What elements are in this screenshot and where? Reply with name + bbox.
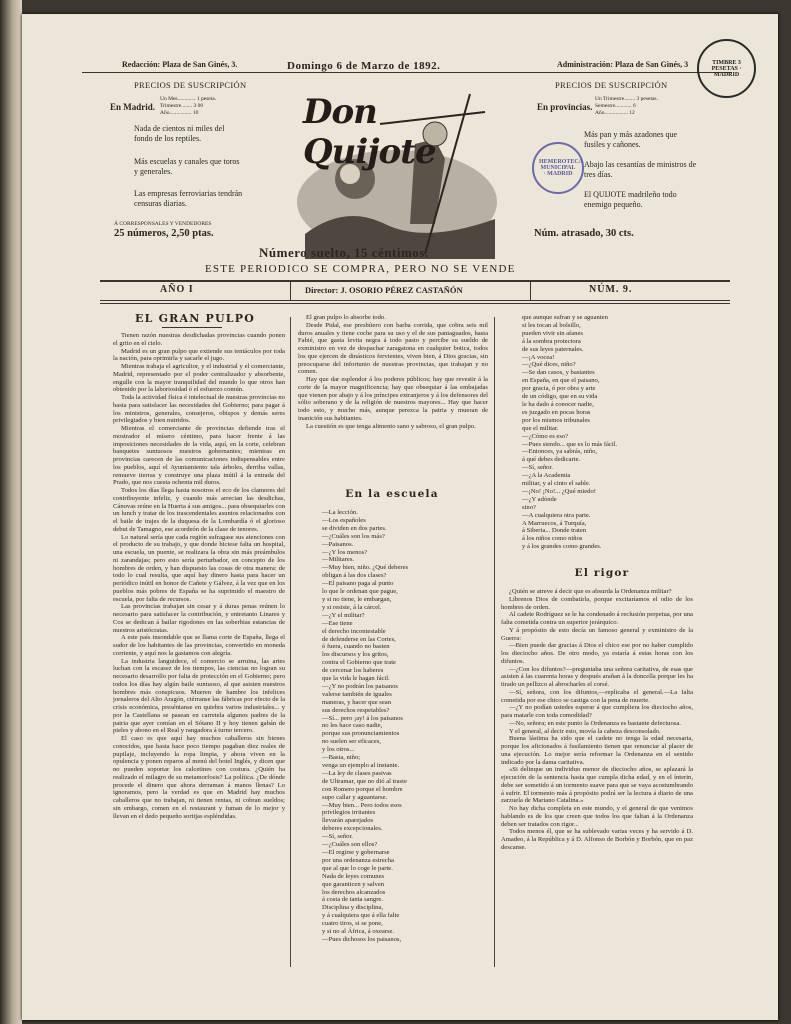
paragraph: ¿Quién se atreve á decir que es absurda la Ordenanza militar? [509, 588, 672, 595]
paragraph: —¿Y no podían ustedes esperar á que cumpliera los dieciocho años, para matarle con toda comodidad? [501, 704, 693, 719]
madrid-label: En Madrid. [110, 101, 156, 112]
paragraph: —No, señora; en este punto la Ordenanza es bastante defectuosa. [509, 719, 681, 727]
paragraph: Al cadete Rodríguez se le ha condenado á reclusión perpetua, por una falta cometida contra un superior jerárquico. [501, 611, 693, 626]
paragraph: A este país insondable que se llama corte de España, llega el sudor de los habitantes de las provincias, convertido en moneda corriente, y aquí nos la gastamos con alegría. [113, 634, 285, 657]
agents-label: Á CORRESPONSALES Y VENDEDORES [114, 221, 212, 227]
newspaper-page [22, 14, 778, 1020]
madrid-price-line: Trimestre........ 3 00 [160, 103, 204, 109]
motto: ESTE PERIODICO SE COMPRA, PERO NO SE VENDE [205, 263, 516, 275]
redaccion-address: Redacción: Plaza de San Ginés, 3. [122, 60, 238, 69]
paragraph: Todos menos él, que se ha sublevado varias veces y ha servido á D. Amadeo, á la República y á D. Alfonso de Borbón y Borbón, que en paz descanse. [501, 828, 693, 851]
column-rule [290, 317, 291, 967]
paragraph: Desde Pidal, ese presbítero con barba corrida, que cobra seis mil duros anuales y tiene coche para su uso y el de sus paniaguados, hasta Fabié, que gasta levita negra á todo pasto y percibe su sueldo de exministro en vez de despachar zaragatona en cualquier botica, todos los que ejercen de dinásticos fervientes, viven bien, á Dios gracias, sin preocuparse del infortunio de nuestras provincias, que trabajan y no comen. [298, 321, 488, 376]
poem-escuela-continued: que aunque sufran y se aguanten si les tocan al bolsillo, pueden vivir sin afanes á la sombra protectora de sus leyes paternales. —¡A vocea! —¿Qué dices, niño? —Se dan casos, y bastantes en España, en que el paisano, por gracia, ó por obra y arte de un código, que en su vida le ha dado á conocer nadie, es juzgado en pocas horas por los mismos tribunales que el militar. —¿Cómo es eso? —Pues siendo... que es lo más fácil. —Entonces, ya sabrás, niño, á qué debes dedicarte. —Sí, señor. —¿A la Academia militar, y al cinto el sable. —¡No! ¡No!... ¿Qué miedo! —¿Y adónde sino? —A cualquiera otra parte. A Marruecos, á Turquía, á Siberia... Donde traten á los niños como niños y á los grandes como grandes. [522, 314, 618, 551]
madrid-note-1: Nada de cientos ni miles del fondo de los reptiles. [134, 124, 225, 143]
column-3-rigor [501, 588, 693, 966]
paragraph: Lo natural sería que cada región sufragase sus atenciones con el producto de su trabajo, y que donde hiciese falta un hospital, una escuela, un puente, se realizara la obra sin más preámbulos ni zarandajas; pero esto sería perturbador, en concepto de los hombres de orden, y han dispuesto las cosas de otra manera: de todo lo cual resulta, que aquí hay dinero hasta para hacer un periódico inútil en honor de Cañete y Gálvez, á la vez que en los pueblos más pobres de España se ha suprimido el maestro de escuela, por falta de recursos. [113, 533, 285, 603]
poem-escuela: —La lección. —Los españoles se dividen en dos partes. —¿Cuáles son los más? —Paisanos. —¿Y los menos? —Militares. —Muy bien, niño. ¿Qué deberes obligan á las dos clases? —El paisano paga al punto lo que le ordenan que pague, y si no tiene, le embargan, y si resiste, á la cárcel. —¿Y el militar? —Ese tiene el derecho incontestable de defenderse en las Cortes, ó fuera, cuando no basten los discursos y los gritos, contra el Gobierno que trate de cercenar los haberes que la vida le hagan fácil. —¿Y no podrán los paisanos valerse también de iguales maneras, y hacer que sean sus derechos respetables? —Sí... pero ¡ay! á los paisanos no les hace caso nadie, porque sus pronunciamientos no suelen ser eficaces, y los otros... —Basta, niño; venga un ejemplo al instante. —La ley de clases pasivas de Ultramar, que no dió al traste con Romero porque el hombre supo callar y aguantarse. —Muy bien... Pero todos esos privilegios irritantes llevarán aparejados deberes excepcionales. —Sí, señor. —¿Cuáles son ellos? —El regirse y gobernarse por una ordenanza estrecha que al que lo coge le parte. Nada de leyes comunes que garanticen y salven los derechos alcanzados á costa de tanta sangre. Disciplina y disciplina, y á cualquiera que á ella falte cuatro tiros, si se pone, y si no al África, á oxearse. —Pues dichosos los paisanos, [322, 509, 409, 943]
provinces-note-3: El QUIJOTE madrileño todo enemigo pequeño. [584, 190, 677, 209]
paragraph: El gran pulpo lo absorbe todo. [306, 314, 386, 321]
column-rule [494, 317, 495, 967]
provinces-price-line: Un Trimestre........ 3 pesetas. [595, 96, 658, 102]
column-2-top [298, 314, 488, 479]
single-issue-price: Número suelto, 15 céntimos. [259, 245, 429, 260]
madrid-prices-title: PRECIOS DE SUSCRIPCIÓN [134, 80, 247, 90]
paragraph: —Bien puede dar gracias á Dios el chico ese por no haber cumplido los dieciocho años. De otro modo, ya estaría á estas horas con los difuntos. [501, 642, 693, 665]
provinces-label: En provincias. [537, 101, 593, 112]
issue-year: AÑO I [160, 284, 194, 295]
provinces-prices-block [537, 80, 707, 117]
paragraph: Tienen razón nuestras desdichadas provincias cuando ponen el grito en el cielo. [113, 332, 285, 347]
madrid-note-3: Las empresas ferroviarias tendrán censuras diarias. [134, 189, 243, 208]
book-binding-edge [0, 0, 22, 1024]
paragraph: Hay que dar esplendor á los poderes públicos; hay que revestir á la corte de la mayor magnificencia; hay que obsequiar á las embajadas que vienen por abajo y á los príncipes extranjeros y á los defensores del sólio soberano y de la religión de nuestros mayores... Hay que hacer todo esto, y mucho más, aunque perezca la patria y mueran de inanición sus habitantes. [298, 376, 488, 422]
madrid-price-line: Año................ 10 [160, 110, 199, 116]
issue-bar-top-rule [100, 280, 730, 282]
paragraph: Mientras trabaja el agricultor, y el industrial y el comerciante, Madrid, representado por el poder centralizador y absorbente, engulle con la mayor tranquilidad del mundo lo que otros han obtenido por la laboriosidad ó el esfuerzo común. [113, 363, 285, 394]
issue-date: Domingo 6 de Marzo de 1892. [287, 60, 441, 72]
title-rule [162, 327, 222, 328]
paragraph: La cuestión es que tenga alimento sano y sabroso, el gran pulpo. [306, 422, 476, 430]
masthead-illustration [285, 84, 510, 259]
paragraph: Líbrenos Dios de combatirla, porque excitaríamos el odio de los hombres de orden. [501, 595, 693, 611]
back-issue-price: Núm. atrasado, 30 cts. [534, 228, 634, 239]
madrid-price-line: Un Mes............. 1 peseta. [160, 96, 217, 102]
issue-bar-divider [290, 282, 291, 300]
madrid-note-2: Más escuelas y canales que toros y generales. [134, 157, 240, 176]
director-line: Director: J. OSORIO PÉREZ CASTAÑÓN [305, 285, 463, 295]
provinces-price-line: Semestre............ 6 [595, 103, 636, 109]
paragraph: Toda la actividad física é intelectual de nuestras provincias no basta para satisfacer las necesidades del Gobierno; para pagar á los ministros, generales, consejeros, obispos y demás seres privilegiados y bien nutridos. [113, 394, 285, 425]
provinces-note-2: Abajo las cesantías de ministros de tres días. [584, 160, 697, 179]
paragraph: Mientras el comerciante de provincias defiende tras el mostrador el mísero céntimo, para hacer frente á las imposiciones necesidades de la vida, aquí, en la corte, celebran banquetes suntuosos nuestros gobernantes; mientras en provincias carecen de las comunicaciones indispensables entre los pueblos, aquí el Ayuntamiento tala árboles, derriba vallas, remueve tierras y construye una plaza inútil á la entrada del Prado, que nos cuesta ochenta mil duros. [113, 425, 285, 487]
column-1 [113, 332, 285, 1004]
paragraph: Y á propósito de esto decía un famoso general y exministro de la Guerra: [501, 626, 693, 642]
article-title-gran-pulpo: EL GRAN PULPO [135, 312, 255, 325]
paragraph: «Si delinque un individuo menor de dieciocho años, se aplazará la ejecución de la sentencia hasta que cumpla dicha edad, y en el ínterin, debe ser sometido á un tormento suave para que se vaya acostumbrando á sufrir. El tormento más á propósito podrá ser la lectura á diario de una zarzuela de Mariano Catalina.» [501, 766, 693, 805]
paragraph: —¿Con los difuntos?—preguntaba una señora caritativa, de esas que asisten á las cuarenta horas y después arañan á la doncella porque les ha tirado un pellizco al abrocharles el corsé. [501, 665, 693, 688]
masthead-title: Don Quijote [303, 92, 436, 172]
issue-number: NÚM. 9. [589, 284, 633, 295]
paragraph: Madrid es un gran pulpo que extiende sus tentáculos por toda la nación, para oprimirla y sacarle el jugo. [113, 347, 285, 363]
paragraph: No hay dicha completa en este mundo, y el general de que venimos hablando es de los que creen que todos los que faltan á la Ordenanza deben ser tratados con rigor... [501, 805, 693, 828]
article-title-escuela: En la escuela [345, 488, 439, 500]
tax-stamp: TIMBRE 3 PESETAS · MADRID [697, 39, 756, 98]
paragraph: Las provincias trabajan sin cesar y á duras penas reúnen lo necesario para satisfacer la contribución, y entretanto Linares y Cos se dedican á bailar rigodones en las soberbias estancias de nuestros aristócratas. [113, 603, 285, 634]
madrid-prices-block [110, 80, 265, 117]
paragraph: —Sí, señora, con los difuntos,—replicaba el general.—La falta cometida por ese chico se castiga con la pena de muerte. [501, 688, 693, 704]
library-stamp: HEMEROTECA MUNICIPAL · MADRID [532, 142, 584, 194]
paragraph: Todos los días llega hasta nosotros el eco de los clamores del contribuyente infeliz, y cuando más arrecian las desdichas, Cánovas reúne en la Huerta á sus amigos... para obsequiarles con un lunch y tratar de los trascendentales asuntos relacionados con el baile de trajes de la duquesa de la Lombardía ó el glorioso debut de Tamagno, ese acordeón de la clase de tenores. [113, 487, 285, 533]
paragraph: Y el general, al decir esto, movía la cabeza desconsolado. [509, 727, 661, 735]
paragraph: El caso es que aquí hay muchos caballeros sin bienes conocidos, que hasta hace poco tiempo pagaban diez reales de pupilaje, incluyendo la ropa limpia, y ahora viven en la opulencia y ponen reparos al menú del hotel Inglés, y dicen que no pueden soportar los calcetines con costura. ¿Quién ha realizado el milagro de su metamorfosis? La política. ¿De dónde procede el dinero que ahora derraman á manos llenas? Lo ignoramos, pero la verdad es que en Madrid hay muchos caballeros que no trabajan, ni tienen rentas, ni cobran sueldos; sin embargo, comen en el restaurant y fuman de lo mejor y llevan en el dedo pequeño sortijas espléndidas. [113, 735, 285, 820]
header-rule [82, 72, 732, 73]
issue-bar-rule [100, 303, 730, 304]
provinces-price-line: Año................. 12 [595, 110, 635, 116]
provinces-prices-title: PRECIOS DE SUSCRIPCIÓN [555, 80, 668, 90]
bundle-price: 25 números, 2,50 ptas. [114, 228, 214, 239]
provinces-note-1: Más pan y más azadones que fusiles y cañones. [584, 130, 678, 149]
issue-bar-rule [100, 300, 730, 301]
article-title-rigor: El rigor [574, 567, 630, 579]
paragraph: Buena lástima ha sido que el cadete no tenga la edad necesaria, porque los aficionados á fusilamiento tienen que renunciar al placer de una ejecución. Lo mejor sería reformar la Ordenanza en el sentido indicado por la dama caritativa. [501, 735, 693, 766]
paragraph: La industria languidece, el comercio se arruina, las artes luchan con la escasez de los tiempos, las ciencias no logran su necesario desarrollo por falta de protección en el Gobierno; pero todos los días hay algún baile suntuoso, al que asisten nuestros hombres más conspicuos. Mueren de hambre los infelices jornaleros del Alto Aragón, ciérranse las fábricas por efecto de la crisis económica, preséntanse en quiebra varios industriales... y por la Castellana se pasean en carretela algunos padres de la patria que ayer comían en el Sótano II y hoy tienen gabán de pieles y abono en el Real y rangadora á turno tercero. [113, 657, 285, 735]
issue-bar-divider [530, 282, 531, 300]
administracion-address: Administración: Plaza de San Ginés, 3 [557, 60, 689, 69]
